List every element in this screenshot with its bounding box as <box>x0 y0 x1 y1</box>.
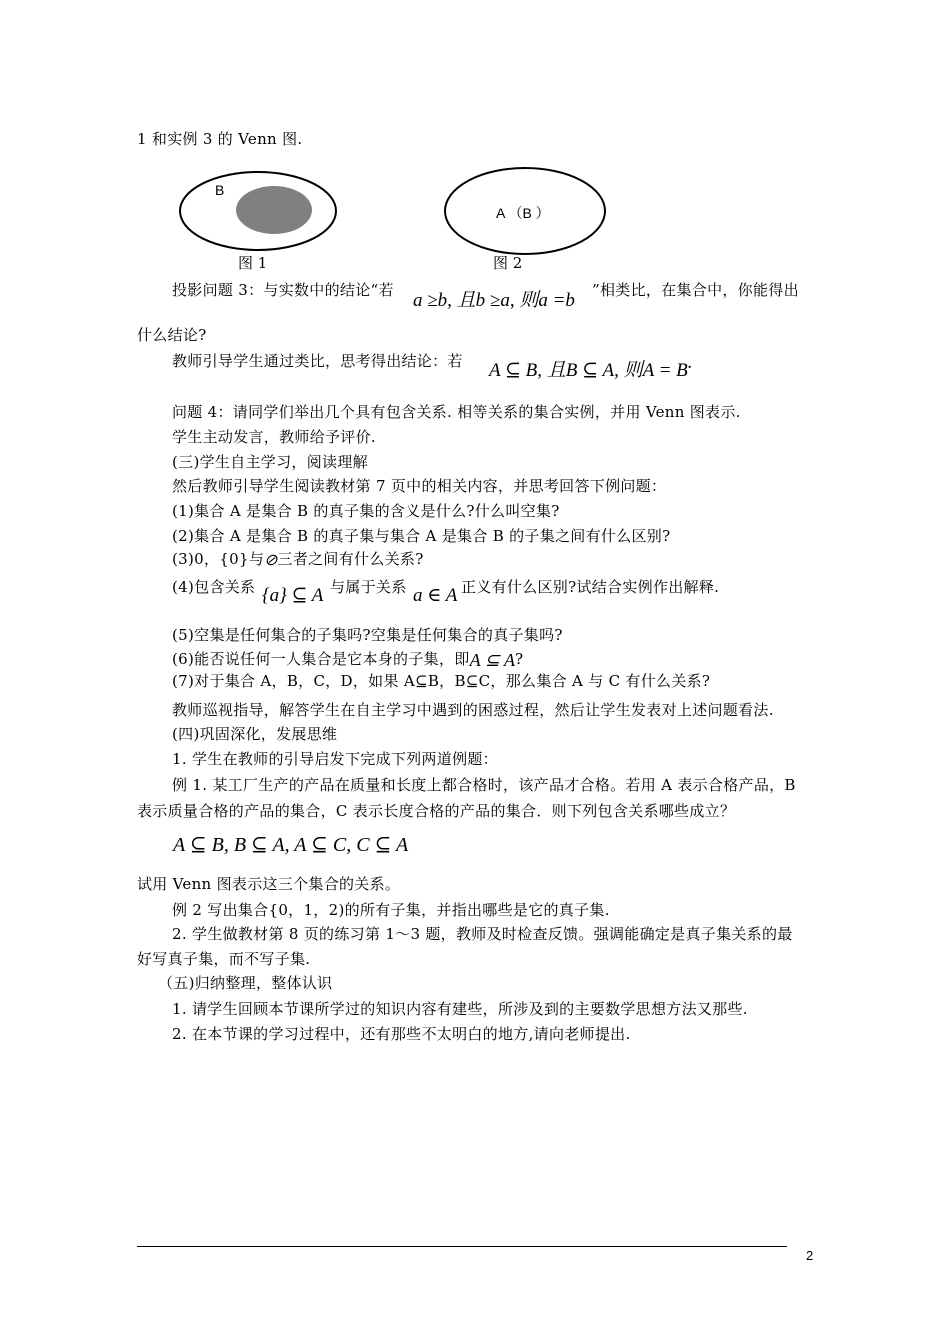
page-number: 2 <box>806 1248 814 1263</box>
step-2-line1: 2. 学生做教材第 8 页的练习第 1～3 题，教师及时检查反馈。强调能确定是真子集关系的最 <box>172 925 793 943</box>
step-2-line2: 好写真子集，而不写子集. <box>137 950 311 968</box>
teacher-line-prefix: 教师引导学生通过类比，思考得出结论：若 <box>172 352 463 370</box>
item-3: (3)0，{0}与⊘三者之间有什么关系? <box>172 550 424 569</box>
venn-label-b: B <box>215 182 225 198</box>
example-1-line3: 试用 Venn 图表示这三个集合的关系。 <box>137 875 401 893</box>
item-2: (2)集合 A 是集合 B 的真子集与集合 A 是集合 B 的子集之间有什么区别? <box>172 527 671 545</box>
q3-line2: 什么结论? <box>137 326 207 344</box>
reading-instruction: 然后教师引导学生阅读教材第 7 页中的相关内容，并思考回答下例问题： <box>172 477 667 495</box>
item-1: (1)集合 A 是集合 B 的真子集的含义是什么?什么叫空集? <box>172 502 560 520</box>
venn-figure-1 <box>178 170 338 252</box>
item-5: (5)空集是任何集合的子集吗?空集是任何集合的真子集吗? <box>172 626 563 644</box>
venn-inner-set-a <box>236 186 312 234</box>
item-6: (6)能否说任何一人集合是它本身的子集，即A ⊆ A? <box>172 650 524 670</box>
q3-math-formula: a ≥b, 且b ≥a, 则a =b <box>413 290 575 311</box>
footer-rule <box>137 1246 787 1247</box>
summary-1: 1. 请学生回顾本节课所学过的知识内容有建些，所涉及到的主要数学思想方法又那些. <box>172 1000 748 1018</box>
section-5-heading: （五)归纳整理，整体认识 <box>158 974 333 992</box>
item-4-membership-formula: a ∈ A <box>413 585 458 606</box>
venn-label-a-b: A （B ） <box>496 205 550 221</box>
example-1-formula: A ⊆ B, B ⊆ A, A ⊆ C, C ⊆ A <box>173 834 409 856</box>
section-3-heading: (三)学生自主学习，阅读理解 <box>172 453 368 471</box>
example-1-line2: 表示质量合格的产品的集合，C 表示长度合格的产品的集合．则下列包含关系哪些成立？ <box>137 802 736 820</box>
item-4-middle: 与属于关系 <box>330 578 407 596</box>
section-4-heading: (四)巩固深化，发展思维 <box>172 725 338 743</box>
empty-set-symbol: ⊘ <box>264 552 278 569</box>
step-1: 1. 学生在教师的引导启发下完成下列两道例题： <box>172 750 498 768</box>
q3-suffix: ”相类比，在集合中，你能得出 <box>592 281 799 299</box>
student-response: 学生主动发言，教师给予评价. <box>172 428 376 446</box>
question-4: 问题 4：请同学们举出几个具有包含关系. 相等关系的集合实例，并用 Venn 图表示. <box>172 403 741 421</box>
example-1-line1: 例 1. 某工厂生产的产品在质量和长度上都合格时，该产品才合格。若用 A 表示合格产品，B <box>172 776 796 794</box>
item-7: (7)对于集合 A，B，C，D，如果 A⊆B，B⊆C，那么集合 A 与 C 有什么关系? <box>172 672 711 690</box>
figure-1-caption: 图 1 <box>238 254 268 272</box>
item-4-subset-formula: {a} ⊆ A <box>262 585 324 606</box>
summary-2: 2. 在本节课的学习过程中，还有那些不太明白的地方,请向老师提出. <box>172 1025 631 1043</box>
q3-prefix: 投影问题 3：与实数中的结论“若 <box>172 281 394 299</box>
figure-2-caption: 图 2 <box>493 254 523 272</box>
teacher-tour: 教师巡视指导，解答学生在自主学习中遇到的困惑过程，然后让学生发表对上述问题看法. <box>172 701 774 719</box>
example-2: 例 2 写出集合{0，1，2)的所有子集，并指出哪些是它的真子集. <box>172 901 610 919</box>
intro-line: 1 和实例 3 的 Venn 图. <box>137 130 303 148</box>
item-4-prefix: (4)包含关系 <box>172 578 256 596</box>
teacher-conclusion-formula: A ⊆ B, 且B ⊆ A, 则A = B. <box>489 352 693 381</box>
item-4-suffix: 正义有什么区别?试结合实例作出解释. <box>461 578 720 596</box>
